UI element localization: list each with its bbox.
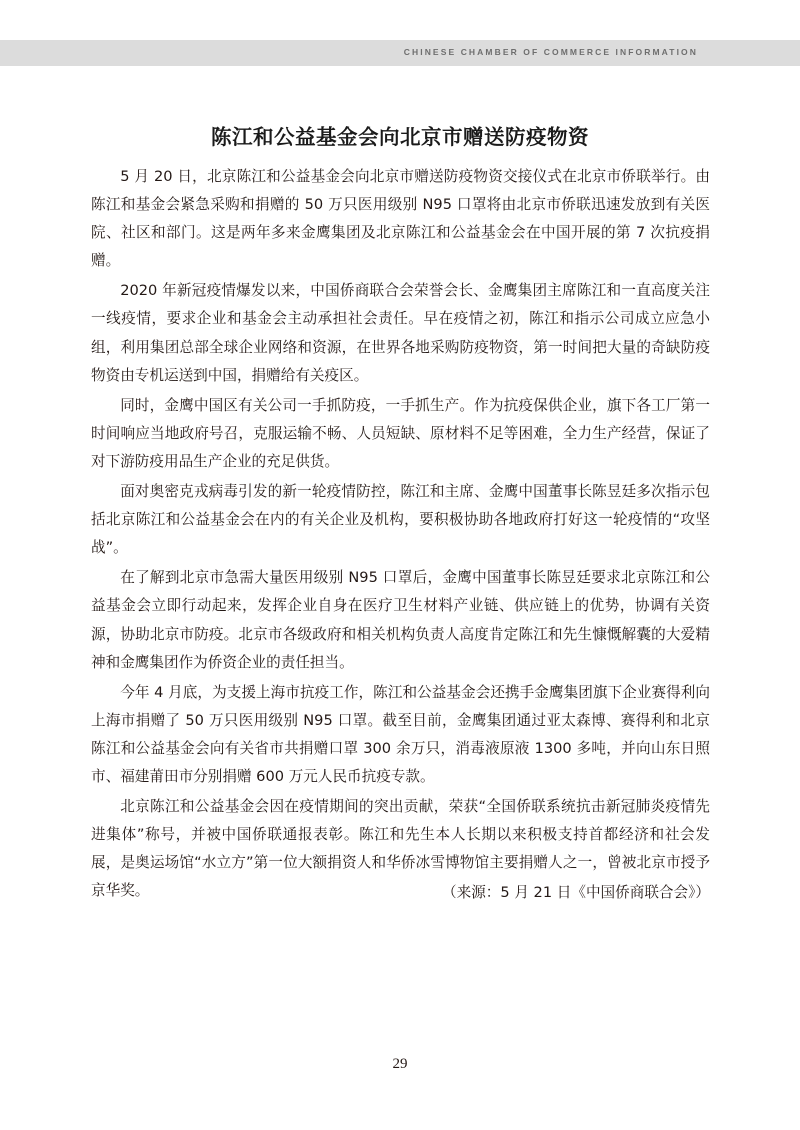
paragraph: 在了解到北京市急需大量医用级别 N95 口罩后，金鹰中国董事长陈昱廷要求北京陈江和公益基金会立即行动起来，发挥企业自身在医疗卫生材料产业链、供应链上的优势，协调有关资源，协助北京市防疫。北京市各级政府和相关机构负责人高度肯定陈江和先生慷慨解囊的大爱精神和金鹰集团作为侨资企业的责任担当。 — [91, 569, 710, 671]
paragraph: 面对奥密克戎病毒引发的新一轮疫情防控，陈江和主席、金鹰中国董事长陈昱廷多次指示包括北京陈江和公益基金会在内的有关企业及机构，要积极协助各地政府打好这一轮疫情的“攻坚战”。 — [91, 483, 710, 557]
article-body — [91, 163, 710, 907]
paragraph: 5 月 20 日，北京陈江和公益基金会向北京市赠送防疫物资交接仪式在北京市侨联举行。由陈江和基金会紧急采购和捐赠的 50 万只医用级别 N95 口罩将由北京市侨联迅速发放到有关医院、社区和部门。这是两年多来金鹰集团及北京陈江和公益基金会在中国开展的第 7 次抗疫捐赠。 — [91, 168, 710, 270]
paragraph: 北京陈江和公益基金会因在疫情期间的突出贡献，荣获“全国侨联系统抗击新冠肺炎疫情先进集体”称号，并被中国侨联通报表彰。陈江和先生本人长期以来积极支持首都经济和社会发展，是奥运场馆“水立方”第一位大额捐资人和华侨冰雪博物馆主要捐赠人之一，曾被北京市授予京华奖。 — [91, 798, 710, 900]
header-bar — [0, 40, 800, 66]
page-number: 29 — [392, 1056, 408, 1072]
paragraph: 同时，金鹰中国区有关公司一手抓防疫，一手抓生产。作为抗疫保供企业，旗下各工厂第一时间响应当地政府号召，克服运输不畅、人员短缺、原材料不足等困难，全力生产经营，保证了对下游防疫用品生产企业的充足供货。 — [91, 396, 710, 470]
source-citation: （来源：5 月 21 日《中国侨商联合会》） — [442, 884, 710, 902]
paragraph: 今年 4 月底，为支援上海市抗疫工作，陈江和公益基金会还携手金鹰集团旗下企业赛得利向上海市捐赠了 50 万只医用级别 N95 口罩。截至目前，金鹰集团通过亚太森博、赛得利和北京陈江和公益基金会向有关省市共捐赠口罩 300 余万只，消毒液原液 1300 多吨，并向山东日照市、福建莆田市分别捐赠 600 万元人民币抗疫专款。 — [91, 683, 710, 785]
article-title: 陈江和公益基金会向北京市赠送防疫物资 — [211, 125, 589, 149]
paragraph: 2020 年新冠疫情爆发以来，中国侨商联合会荣誉会长、金鹰集团主席陈江和一直高度关注一线疫情，要求企业和基金会主动承担社会责任。早在疫情之初，陈江和指示公司成立应急小组，利用集团总部全球企业网络和资源，在世界各地采购防疫物资，第一时间把大量的奇缺防疫物资由专机运送到中国，捐赠给有关疫区。 — [91, 282, 710, 384]
header-text: CHINESE CHAMBER OF COMMERCE INFORMATION — [403, 47, 698, 57]
